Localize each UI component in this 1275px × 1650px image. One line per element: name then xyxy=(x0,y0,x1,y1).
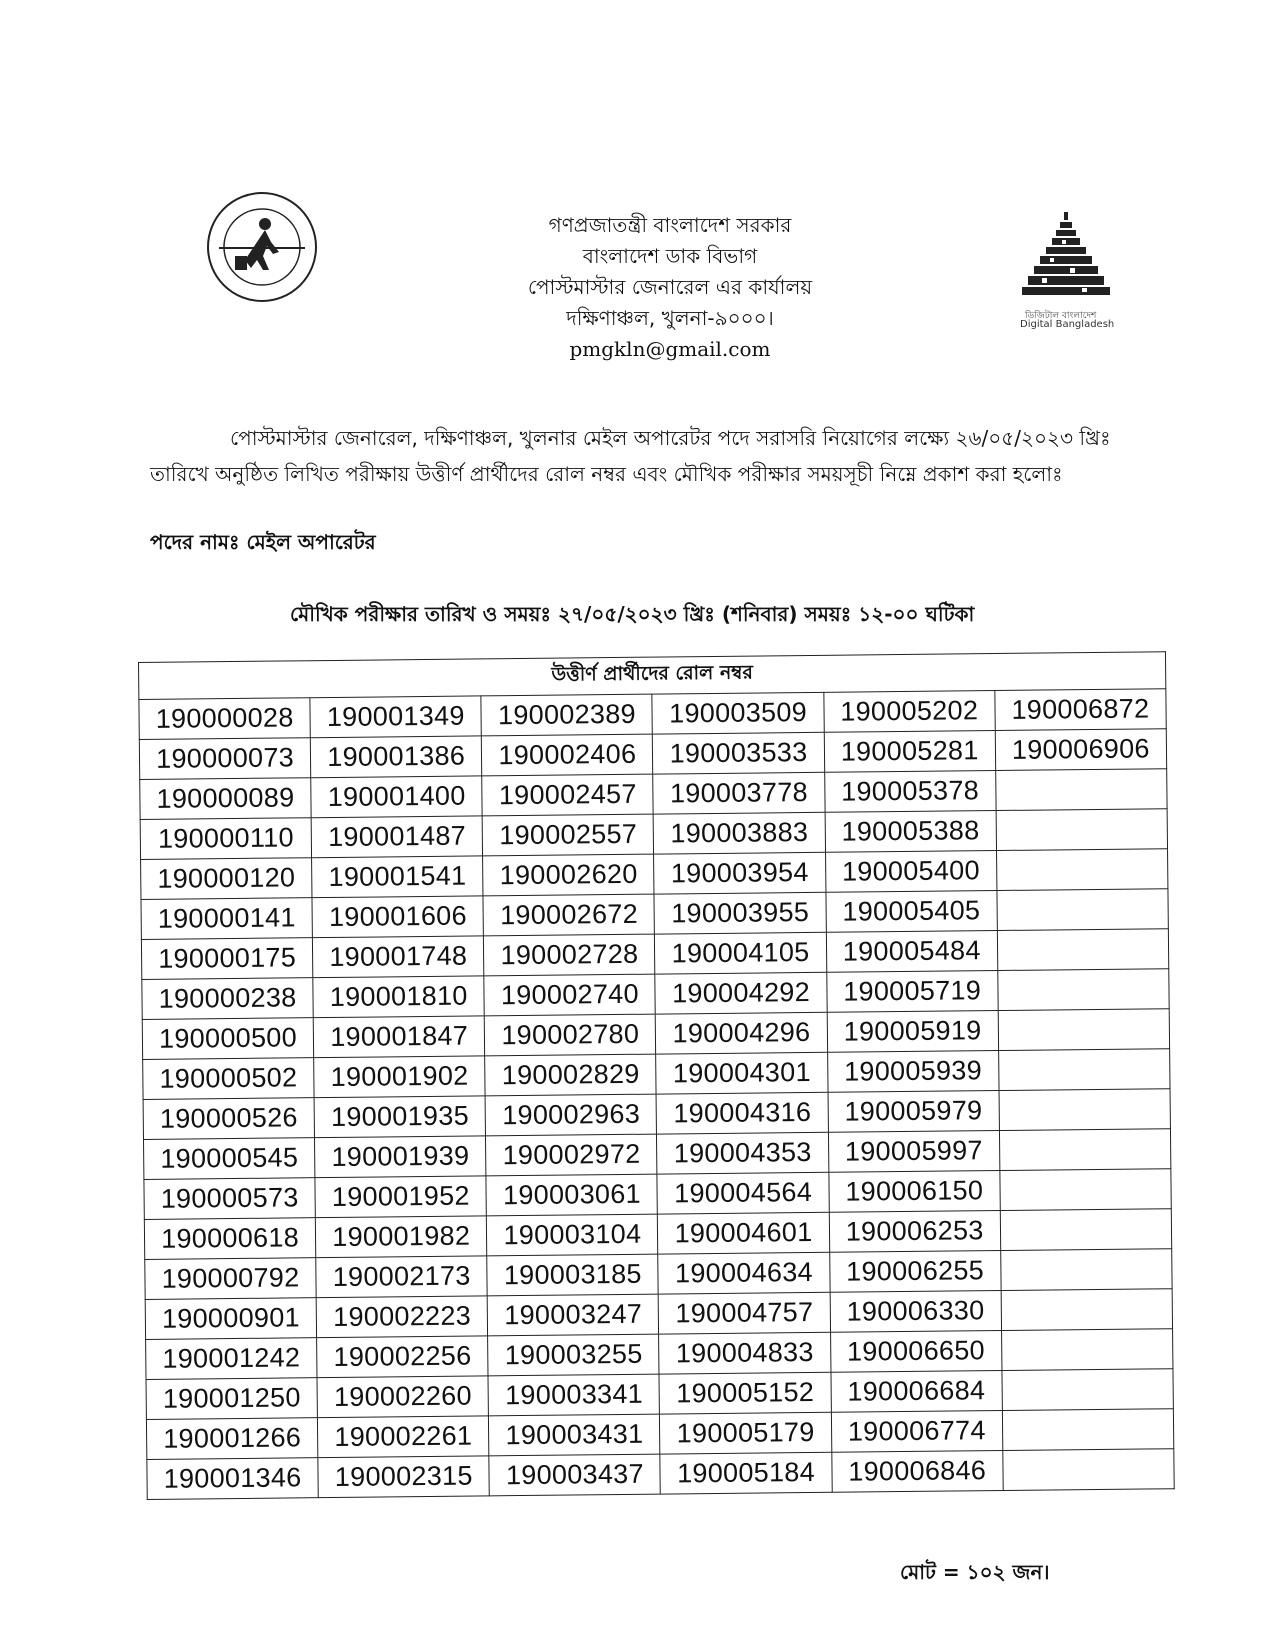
header-line-department: বাংলাদেশ ডাক বিভাগ xyxy=(582,244,758,268)
bangladesh-post-logo xyxy=(205,190,320,305)
roll-number-cell: 190001982 xyxy=(315,1216,487,1258)
post-name: পদের নামঃ মেইল অপারেটর xyxy=(150,530,376,554)
roll-number-cell: 190002256 xyxy=(317,1336,489,1378)
roll-number-cell: 190004301 xyxy=(656,1052,828,1094)
roll-number-cell xyxy=(1002,1369,1174,1411)
roll-number-cell: 190005202 xyxy=(823,691,995,733)
roll-number-cell: 190004353 xyxy=(657,1132,829,1174)
roll-number-cell: 190002457 xyxy=(482,774,654,816)
roll-number-cell xyxy=(1000,1169,1172,1211)
roll-number-cell: 190003255 xyxy=(488,1334,660,1376)
roll-number-cell: 190002173 xyxy=(316,1256,488,1298)
roll-number-cell: 190006774 xyxy=(831,1410,1003,1452)
roll-number-cell: 190000175 xyxy=(141,938,313,980)
roll-number-cell: 190002620 xyxy=(483,854,655,896)
roll-number-cell: 190005378 xyxy=(824,771,996,813)
roll-number-cell: 190003431 xyxy=(489,1414,661,1456)
roll-number-cell: 190000792 xyxy=(145,1258,317,1300)
roll-number-cell: 190005152 xyxy=(659,1372,831,1414)
roll-number-cell: 190006330 xyxy=(830,1290,1002,1332)
roll-number-cell xyxy=(996,809,1168,851)
roll-number-cell: 190002780 xyxy=(485,1014,657,1056)
roll-number-cell: 190001487 xyxy=(311,816,483,858)
total-count: মোট = ১০২ জন। xyxy=(900,1560,1050,1584)
roll-number-cell: 190000110 xyxy=(140,818,312,860)
roll-number-cell: 190001748 xyxy=(313,936,485,978)
office-header xyxy=(470,210,870,365)
roll-number-cell: 190003954 xyxy=(654,852,826,894)
viva-schedule: মৌখিক পরীক্ষার তারিখ ও সময়ঃ ২৭/০৫/২০২৩ খ্রিঃ (শনিবার) সময়ঃ ১২-০০ ঘটিকা xyxy=(290,602,975,626)
roll-number-cell: 190004757 xyxy=(659,1292,831,1334)
roll-number-cell xyxy=(1003,1449,1175,1491)
roll-number-cell: 190003104 xyxy=(487,1214,659,1256)
roll-number-cell: 190006846 xyxy=(831,1450,1003,1492)
roll-number-cell xyxy=(998,1009,1170,1051)
roll-number-cell: 190000089 xyxy=(140,778,312,820)
roll-number-cell: 190003185 xyxy=(487,1254,659,1296)
roll-number-cell: 190000073 xyxy=(139,738,311,780)
roll-number-cell: 190006872 xyxy=(995,689,1167,731)
roll-number-cell: 190006253 xyxy=(829,1211,1001,1253)
roll-number-cell xyxy=(996,849,1168,891)
roll-number-cell: 190003061 xyxy=(486,1174,658,1216)
intro-line-1: পোস্টমাস্টার জেনারেল, দক্ষিণাঞ্চল, খুলনার মেইল অপারেটর পদে সরাসরি নিয়োগের লক্ষ্যে ২৬/০৫/২০২৩ খ্রিঃ xyxy=(230,426,1111,450)
roll-number-cell: 190001386 xyxy=(310,736,482,778)
roll-number-cell xyxy=(998,1049,1170,1091)
roll-number-cell: 190001952 xyxy=(315,1176,487,1218)
roll-number-cell: 190001847 xyxy=(313,1016,485,1058)
roll-number-cell: 190005405 xyxy=(826,891,998,933)
roll-number-table xyxy=(138,651,1175,1500)
roll-number-cell: 190000526 xyxy=(143,1098,315,1140)
roll-number-cell: 190004292 xyxy=(655,972,827,1014)
roll-number-cell: 190002557 xyxy=(482,814,654,856)
roll-number-cell xyxy=(999,1089,1171,1131)
roll-number-cell: 190005179 xyxy=(660,1412,832,1454)
roll-number-cell xyxy=(997,929,1169,971)
roll-number-cell: 190005484 xyxy=(826,931,998,973)
roll-number-cell: 190002728 xyxy=(484,934,656,976)
roll-number-cell: 190002963 xyxy=(485,1094,657,1136)
roll-number-cell: 190000901 xyxy=(145,1298,317,1340)
roll-number-cell: 190005281 xyxy=(824,731,996,773)
roll-number-cell: 190001250 xyxy=(146,1378,318,1420)
roll-table-body xyxy=(139,689,1174,1500)
roll-number-cell: 190000500 xyxy=(142,1018,314,1060)
roll-number-cell: 190005919 xyxy=(827,1011,999,1053)
roll-number-cell: 190001266 xyxy=(146,1418,318,1460)
roll-number-cell: 190000573 xyxy=(144,1178,316,1220)
roll-number-cell: 190003437 xyxy=(489,1454,661,1496)
roll-number-cell: 190000141 xyxy=(141,898,313,940)
roll-number-cell: 190003778 xyxy=(653,772,825,814)
roll-number-cell: 190001346 xyxy=(147,1458,319,1500)
roll-number-cell: 190002260 xyxy=(317,1376,489,1418)
roll-number-cell: 190005184 xyxy=(660,1452,832,1494)
digital-bangladesh-caption-en: Digital Bangladesh xyxy=(1020,319,1115,330)
roll-number-cell: 190000120 xyxy=(141,858,313,900)
roll-number-cell: 190004601 xyxy=(658,1212,830,1254)
roll-number-cell: 190002972 xyxy=(486,1134,658,1176)
roll-number-cell: 190005939 xyxy=(827,1051,999,1093)
roll-number-cell: 190004833 xyxy=(659,1332,831,1374)
roll-number-cell: 190003883 xyxy=(654,812,826,854)
roll-number-cell: 190001939 xyxy=(315,1136,487,1178)
roll-number-cell: 190005997 xyxy=(828,1131,1000,1173)
roll-number-cell: 190002406 xyxy=(482,734,654,776)
header-line-government: গণপ্রজাতন্ত্রী বাংলাদেশ সরকার xyxy=(548,213,792,237)
roll-number-cell: 190001400 xyxy=(311,776,483,818)
roll-number-cell: 190004296 xyxy=(656,1012,828,1054)
roll-number-cell: 190002223 xyxy=(316,1296,488,1338)
roll-number-cell: 190006150 xyxy=(829,1171,1001,1213)
roll-number-cell: 190005719 xyxy=(826,971,998,1013)
roll-number-cell: 190003533 xyxy=(653,732,825,774)
roll-number-cell: 190005400 xyxy=(825,851,997,893)
roll-number-cell xyxy=(1002,1409,1174,1451)
roll-number-cell: 190000238 xyxy=(142,978,314,1020)
roll-number-cell: 190001349 xyxy=(310,696,482,738)
roll-number-cell: 190002740 xyxy=(484,974,656,1016)
roll-number-cell: 190000545 xyxy=(144,1138,316,1180)
intro-line-2: তারিখে অনুষ্ঠিত লিখিত পরীক্ষায় উত্তীর্ণ প্রার্থীদের রোল নম্বর এবং মৌখিক পরীক্ষার সময়সূচী নিম্নে প্রকাশ করা হলোঃ xyxy=(150,462,1063,486)
roll-number-cell: 190001810 xyxy=(313,976,485,1018)
roll-number-cell xyxy=(1000,1209,1172,1251)
roll-number-cell: 190004316 xyxy=(657,1092,829,1134)
digital-bangladesh-caption: ডিজিটাল বাংলাদেশ xyxy=(1025,311,1097,321)
roll-number-cell: 190006255 xyxy=(829,1251,1001,1293)
roll-number-cell xyxy=(997,889,1169,931)
roll-number-cell: 190004105 xyxy=(655,932,827,974)
header-line-address: দক্ষিণাঞ্চল, খুলনা-৯০০০। xyxy=(566,306,774,330)
roll-number-cell xyxy=(995,769,1167,811)
header-email: pmgkln@gmail.com xyxy=(569,337,771,361)
table-header: উত্তীর্ণ প্রার্থীদের রোল নম্বর xyxy=(139,652,1166,700)
roll-number-cell: 190001541 xyxy=(312,856,484,898)
roll-number-cell: 190003247 xyxy=(487,1294,659,1336)
roll-number-cell: 190004564 xyxy=(657,1172,829,1214)
roll-number-cell: 190000618 xyxy=(144,1218,316,1260)
intro-paragraph xyxy=(150,420,1170,492)
roll-number-cell: 190000028 xyxy=(139,698,311,740)
roll-number-cell: 190000502 xyxy=(143,1058,315,1100)
roll-number-cell: 190004634 xyxy=(658,1252,830,1294)
roll-number-cell: 190002829 xyxy=(485,1054,657,1096)
roll-number-cell: 190002672 xyxy=(483,894,655,936)
roll-number-cell: 190005388 xyxy=(825,811,997,853)
roll-number-cell: 190002315 xyxy=(318,1456,490,1498)
roll-number-cell xyxy=(1001,1329,1173,1371)
roll-number-cell: 190002261 xyxy=(318,1416,490,1458)
roll-number-cell: 190006906 xyxy=(995,729,1167,771)
roll-number-cell: 190003509 xyxy=(652,692,824,734)
header-line-office: পোস্টমাস্টার জেনারেল এর কার্যালয় xyxy=(527,275,813,299)
roll-number-cell: 190006650 xyxy=(830,1330,1002,1372)
roll-number-cell: 190001935 xyxy=(314,1096,486,1138)
roll-number-cell: 190005979 xyxy=(828,1091,1000,1133)
roll-number-cell: 190006684 xyxy=(831,1370,1003,1412)
roll-number-cell: 190003955 xyxy=(654,892,826,934)
roll-number-cell xyxy=(1000,1249,1172,1291)
roll-number-cell xyxy=(1001,1289,1173,1331)
roll-number-cell xyxy=(999,1129,1171,1171)
roll-number-cell xyxy=(998,969,1170,1011)
roll-number-cell: 190001606 xyxy=(312,896,484,938)
roll-number-cell: 190001902 xyxy=(314,1056,486,1098)
roll-number-cell: 190002389 xyxy=(481,694,653,736)
roll-number-cell: 190003341 xyxy=(488,1374,660,1416)
roll-number-cell: 190001242 xyxy=(146,1338,318,1380)
